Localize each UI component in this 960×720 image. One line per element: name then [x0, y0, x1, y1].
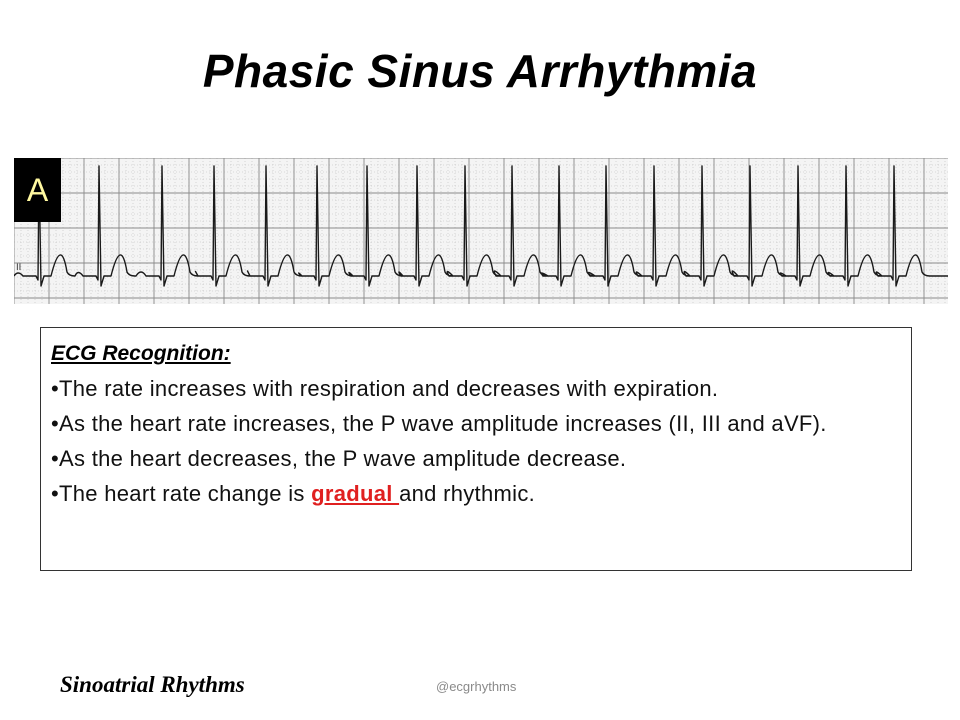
footer-handle: @ecgrhythms [436, 679, 517, 694]
bullet-4-prefix: •The heart rate change is [51, 481, 312, 506]
ecg-lead-label: II [16, 263, 22, 273]
ecg-recognition-box [40, 327, 912, 571]
panel-label: A [14, 158, 61, 222]
recognition-bullet-1: •The rate increases with respiration and decreases with expiration. [51, 376, 719, 401]
ecg-strip [14, 158, 948, 304]
footer-section-title: Sinoatrial Rhythms [60, 672, 245, 697]
highlight-word-gradual: gradual [311, 481, 400, 506]
recognition-heading: ECG Recognition: [51, 342, 231, 365]
recognition-bullet-2: •As the heart rate increases, the P wave amplitude increases (II, III and aVF). [51, 411, 827, 436]
recognition-bullet-4 [51, 476, 901, 511]
recognition-bullet-3: •As the heart decreases, the P wave amplitude decrease. [51, 446, 627, 471]
ecg-rhythm-strip-image [14, 158, 948, 304]
slide-title: Phasic Sinus Arrhythmia [202, 45, 758, 97]
bullet-4-suffix: and rhythmic. [399, 481, 536, 506]
